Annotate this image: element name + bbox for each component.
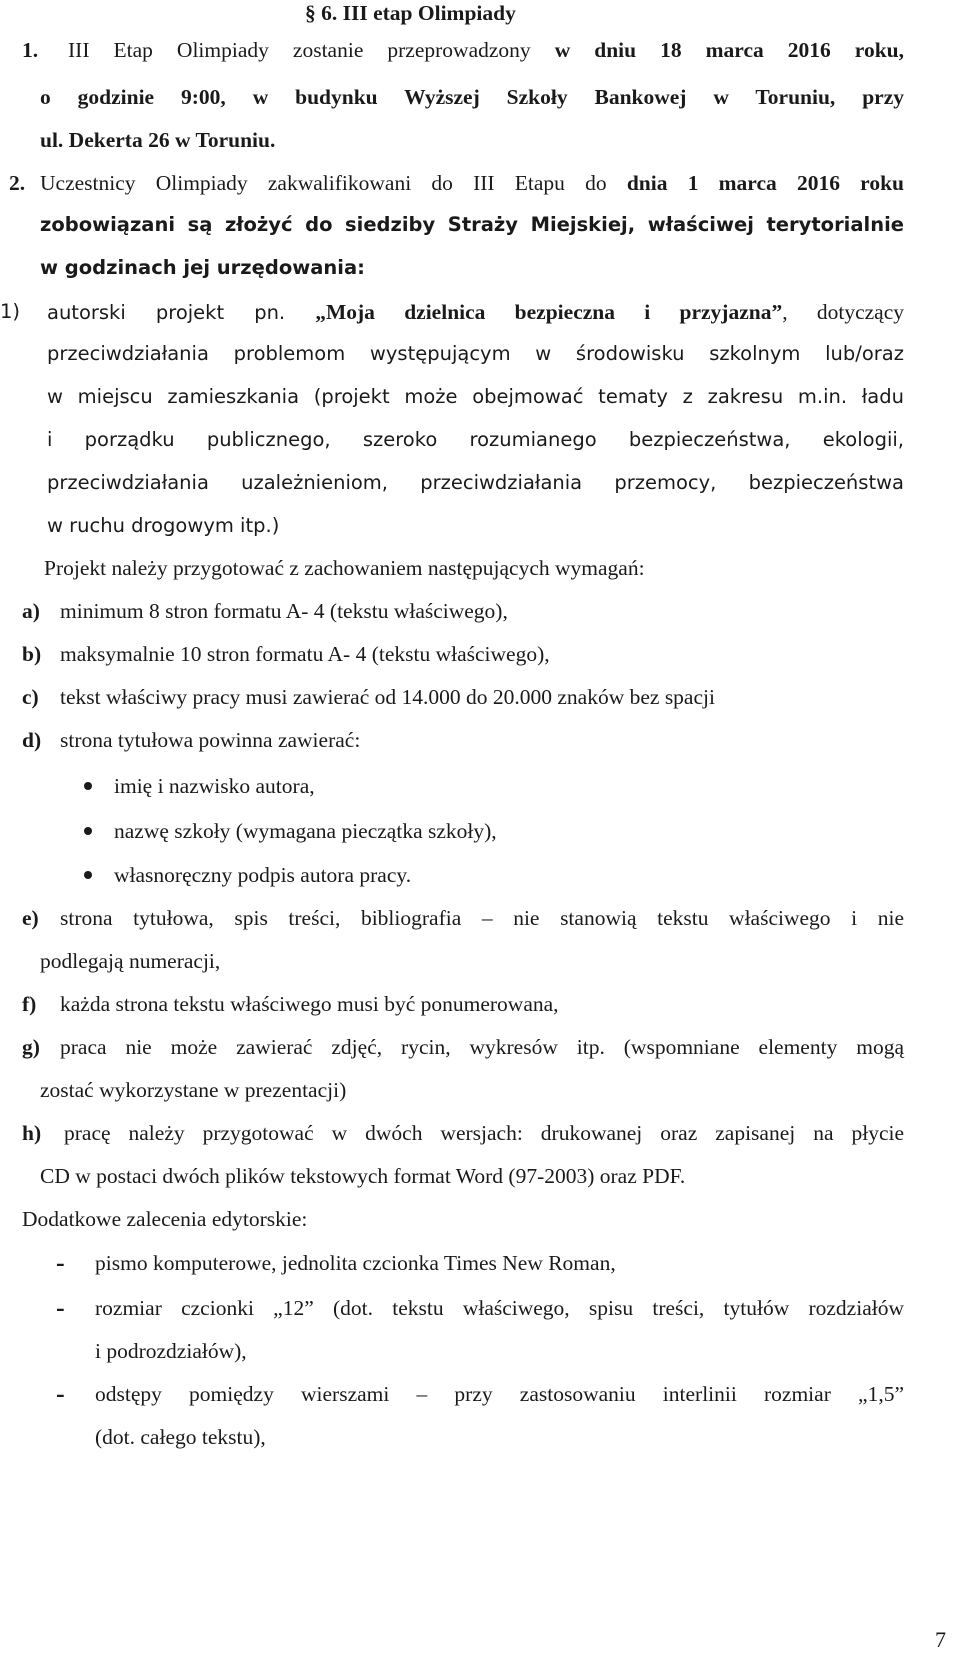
req-e-label: e) bbox=[22, 906, 39, 930]
page-number: 7 bbox=[935, 1627, 946, 1652]
dash-bullet: - bbox=[56, 1293, 65, 1322]
req-b-label: b) bbox=[22, 642, 42, 666]
item1-number: 1) bbox=[0, 300, 21, 323]
req-f-text: każda strona tekstu właściwego musi być ponumerowana, bbox=[60, 992, 559, 1016]
req-h-label: h) bbox=[22, 1121, 42, 1145]
p1-line-2: o godzinie 9:00, w budynku Wyższej Szkoły Bankowej w Toruniu, przy bbox=[40, 85, 904, 109]
req-c-label: c) bbox=[22, 685, 39, 709]
item1-line-1-c: , dotyczący bbox=[782, 300, 904, 324]
req-g-label: g) bbox=[22, 1035, 40, 1059]
item1-line-2: przeciwdziałania problemom występującym w środowisku szkolnym lub/oraz bbox=[47, 342, 904, 365]
p2-line-1-plain: Uczestnicy Olimpiady zakwalifikowani do III Etapu do bbox=[40, 171, 607, 195]
item1-line-1-a: autorski projekt pn. bbox=[47, 301, 286, 324]
p1-line-1-bold: w dniu 18 marca 2016 roku, bbox=[554, 38, 904, 62]
req-f-label: f) bbox=[22, 992, 37, 1016]
p1-number: 1. bbox=[22, 38, 39, 62]
req-g-line-1: praca nie może zawierać zdjęć, rycin, wykresów itp. (wspomniane elementy mogą bbox=[60, 1035, 904, 1059]
p1-line-3: ul. Dekerta 26 w Toruniu. bbox=[40, 128, 276, 152]
req-a-text: minimum 8 stron formatu A- 4 (tekstu właściwego), bbox=[60, 599, 508, 623]
p2-number: 2. bbox=[9, 171, 26, 195]
editorial-item-2-line-2: i podrozdziałów), bbox=[95, 1339, 247, 1363]
req-e-line-1: strona tytułowa, spis treści, bibliografia – nie stanowią tekstu właściwego i nie bbox=[60, 906, 904, 930]
req-h-line-1: pracę należy przygotować w dwóch wersjach: drukowanej oraz zapisanej na płycie bbox=[64, 1121, 904, 1145]
p1-line-1-plain: III Etap Olimpiady zostanie przeprowadzony bbox=[68, 38, 531, 62]
p2-line-3: w godzinach jej urzędowania: bbox=[40, 256, 365, 279]
bullet-item-3: własnoręczny podpis autora pracy. bbox=[114, 863, 412, 887]
req-d-label: d) bbox=[22, 728, 42, 752]
item1-line-1 bbox=[47, 299, 904, 326]
item1-line-4: i porządku publicznego, szeroko rozumianego bezpieczeństwa, ekologii, bbox=[47, 428, 904, 451]
editorial-item-2-line-1: rozmiar czcionki „12” (dot. tekstu właściwego, spisu treści, tytułów rozdziałów bbox=[95, 1296, 904, 1320]
item1-line-6: w ruchu drogowym itp.) bbox=[47, 514, 280, 537]
dash-bullet: - bbox=[56, 1379, 65, 1408]
bullet-item-1: imię i nazwisko autora, bbox=[114, 774, 315, 798]
bullet-dot-icon bbox=[84, 871, 92, 879]
section-title: § 6. III etap Olimpiady bbox=[305, 1, 516, 25]
editorial-intro: Dodatkowe zalecenia edytorskie: bbox=[22, 1207, 308, 1231]
req-e-line-2: podlegają numeracji, bbox=[40, 949, 221, 973]
req-h-line-2: CD w postaci dwóch plików tekstowych format Word (97-2003) oraz PDF. bbox=[40, 1164, 686, 1188]
requirements-intro: Projekt należy przygotować z zachowaniem następujących wymagań: bbox=[44, 556, 645, 580]
editorial-item-1: pismo komputerowe, jednolita czcionka Times New Roman, bbox=[95, 1251, 616, 1275]
req-g-line-2: zostać wykorzystane w prezentacji) bbox=[40, 1078, 347, 1102]
req-b-text: maksymalnie 10 stron formatu A- 4 (tekstu właściwego), bbox=[60, 642, 550, 666]
bullet-dot-icon bbox=[84, 782, 92, 790]
p2-line-1-bold: dnia 1 marca 2016 roku bbox=[626, 171, 904, 195]
p2-line-1 bbox=[40, 170, 904, 196]
editorial-item-3-line-1: odstępy pomiędzy wierszami – przy zastosowaniu interlinii rozmiar „1,5” bbox=[95, 1382, 904, 1406]
item1-project-title: „Moja dzielnica bezpieczna i przyjazna” bbox=[315, 300, 783, 324]
req-c-text: tekst właściwy pracy musi zawierać od 14.000 do 20.000 znaków bez spacji bbox=[60, 685, 715, 709]
editorial-item-3-line-2: (dot. całego tekstu), bbox=[95, 1425, 266, 1449]
p2-line-2: zobowiązani są złożyć do siedziby Straży Miejskiej, właściwej terytorialnie bbox=[40, 213, 904, 236]
bullet-dot-icon bbox=[84, 827, 92, 835]
p1-line-1 bbox=[68, 37, 904, 63]
req-d-text: strona tytułowa powinna zawierać: bbox=[60, 728, 361, 752]
item1-line-5: przeciwdziałania uzależnieniom, przeciwdziałania przemocy, bezpieczeństwa bbox=[47, 471, 904, 494]
item1-line-3: w miejscu zamieszkania (projekt może obejmować tematy z zakresu m.in. ładu bbox=[47, 385, 904, 408]
dash-bullet: - bbox=[56, 1248, 65, 1277]
req-a-label: a) bbox=[22, 599, 40, 623]
bullet-item-2: nazwę szkoły (wymagana pieczątka szkoły), bbox=[114, 819, 497, 843]
